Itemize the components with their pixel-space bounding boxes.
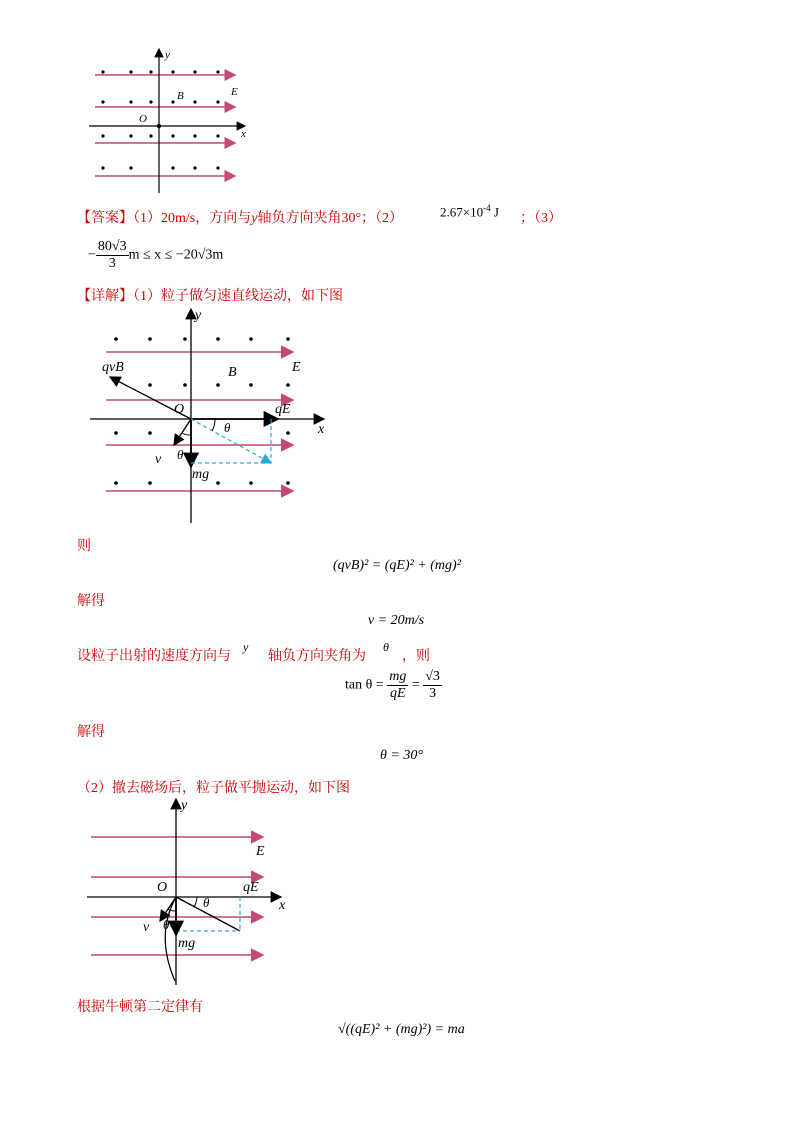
field-lines <box>91 837 263 955</box>
magnetic-label: B <box>177 90 184 102</box>
answer-part2 <box>440 203 499 220</box>
answer-part2-unit: J <box>493 204 499 220</box>
answer-part1-end: 轴负方向夹角30°；（2） <box>257 211 404 226</box>
x-axis-label: x <box>318 422 325 437</box>
answer-line <box>77 207 403 227</box>
detail-prefix: 【详解】 <box>77 289 133 304</box>
detail-line <box>77 285 343 305</box>
answer-part1: （1）20m/s，方向与 <box>133 211 252 226</box>
final-newton: 根据牛顿第二定律有 <box>77 1000 203 1015</box>
answer-range-num: 80√3 <box>97 239 127 254</box>
qE-label: qE <box>275 402 291 417</box>
y-axis-label: y <box>195 308 202 323</box>
step-set-text-b: 轴负方向夹角为 <box>268 649 366 664</box>
theta-label-2: θ <box>163 917 170 932</box>
v-label: v <box>155 452 162 467</box>
qE-label: qE <box>243 880 259 895</box>
step-set-line <box>77 645 231 665</box>
answer-range-fraction <box>96 239 129 272</box>
figure-3-projectile-diagram <box>85 795 295 990</box>
v-label: v <box>143 920 150 935</box>
answer-sep3: ；（3） <box>520 211 562 226</box>
eq3-right-fraction <box>423 669 442 702</box>
magnetic-label: B <box>228 365 237 380</box>
step-jiede-1: 解得 <box>77 594 105 609</box>
theta-arc-1 <box>212 419 215 431</box>
answer-prefix: 【答案】 <box>77 211 133 226</box>
origin-label: O <box>139 113 147 125</box>
answer-range <box>88 239 223 272</box>
figure-1-field-diagram <box>85 45 260 195</box>
equation-3 <box>345 669 442 702</box>
field-label: E <box>256 844 265 859</box>
eq3-fraction <box>387 669 408 702</box>
theta-label-1: θ <box>224 420 231 435</box>
theta-label-2: θ <box>177 447 184 462</box>
origin-label: O <box>174 402 185 417</box>
origin-point <box>157 124 161 128</box>
x-axis-label: x <box>241 128 246 140</box>
step-jiede-2: 解得 <box>77 725 105 740</box>
equation-1: (qvB)² = (qE)² + (mg)² <box>333 558 461 573</box>
answer-part1-var: y <box>251 211 258 226</box>
mg-label: mg <box>192 467 210 482</box>
eq3-rden: 3 <box>429 686 437 701</box>
step-set-text-c: ，则 <box>402 649 430 664</box>
resultant-dashed <box>191 419 271 463</box>
field-label: E <box>292 360 301 375</box>
detail-intro: （1）粒子做匀速直线运动，如下图 <box>133 289 343 304</box>
equation-4: θ = 30° <box>380 748 423 763</box>
y-axis-label: y <box>165 49 170 61</box>
qvB-label: qvB <box>102 360 124 375</box>
eq3-den: qE <box>390 686 406 701</box>
y-axis-label: y <box>181 798 188 813</box>
equation-5: √((qE)² + (mg)²) = ma <box>338 1022 465 1037</box>
step-set-var: y <box>243 640 249 654</box>
eq3-num: mg <box>389 669 407 684</box>
step-part2-intro: （2）撤去磁场后，粒子做平抛运动，如下图 <box>77 781 350 796</box>
theta-label-1: θ <box>203 895 210 910</box>
eq3-left: tan θ = <box>345 677 384 693</box>
answer-part2-exp: -4 <box>483 203 491 213</box>
origin-label: O <box>157 880 168 895</box>
answer-part2-value: 2.67×10 <box>440 204 484 220</box>
figure-2-force-diagram <box>88 305 338 525</box>
eq3-rnum: √3 <box>425 669 440 684</box>
step-set-theta: θ <box>383 640 389 654</box>
velocity-vector <box>174 419 191 445</box>
step-set-text-a: 设粒子出射的速度方向与 <box>77 649 231 664</box>
magnetic-dots <box>101 70 219 169</box>
theta-arc-1 <box>194 897 197 907</box>
answer-range-minus: − <box>88 247 96 263</box>
equation-2: v = 20m/s <box>368 613 425 628</box>
mg-label: mg <box>178 936 196 951</box>
theta-arc-2 <box>182 433 191 435</box>
answer-range-mid: m ≤ x ≤ −20√3m <box>128 247 224 263</box>
eq3-eq: = <box>411 677 420 693</box>
step-ze: 则 <box>77 539 91 554</box>
x-axis-label: x <box>279 898 286 913</box>
field-label: E <box>231 86 238 98</box>
answer-range-den: 3 <box>108 256 116 271</box>
